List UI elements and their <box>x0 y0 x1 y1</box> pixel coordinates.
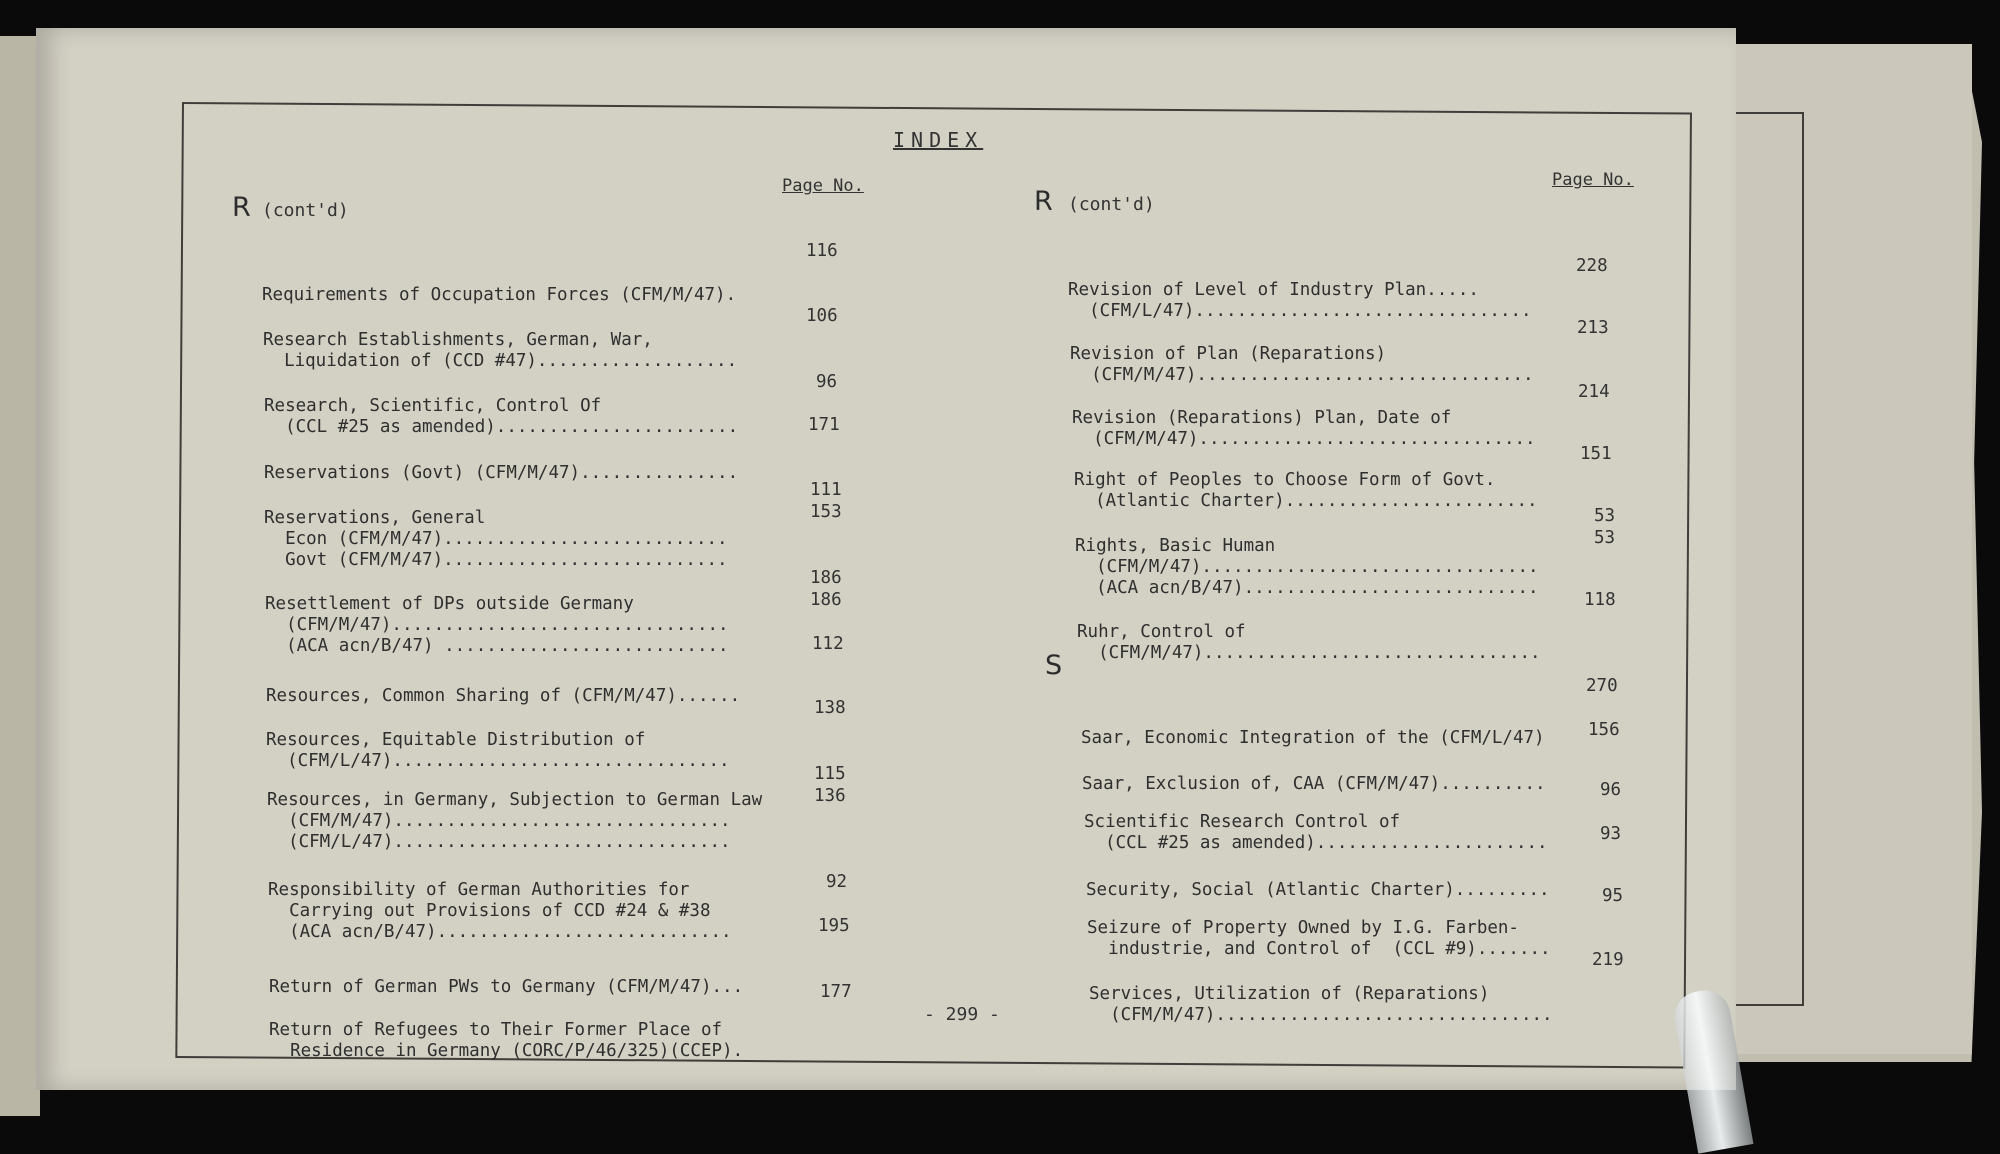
entry-page-number: 171 <box>808 415 840 435</box>
index-entry: Seizure of Property Owned by I.G. Farben- industrie, and Control of (CCL #9)....... <box>1087 918 1551 959</box>
index-entry: Requirements of Occupation Forces (CFM/M/47). <box>262 285 737 305</box>
right-page-no-header: Page No. <box>1552 170 1634 190</box>
index-entry: Revision of Plan (Reparations) (CFM/M/47)................................ <box>1070 344 1534 385</box>
index-entry: Reservations, General Econ (CFM/M/47)........................... Govt (CFM/M/47)........................... <box>264 508 728 570</box>
entry-page-number: 153 <box>810 502 842 522</box>
index-entry: Revision (Reparations) Plan, Date of (CFM/M/47)................................ <box>1072 408 1536 449</box>
entry-page-number: 214 <box>1578 382 1610 402</box>
entry-page-number: 138 <box>814 698 846 718</box>
entry-page-number: 186 <box>810 590 842 610</box>
index-entry: Services, Utilization of (Reparations) (CFM/M/47)................................ <box>1089 984 1553 1025</box>
entry-page-number: 151 <box>1580 444 1612 464</box>
entry-page-number: 195 <box>818 916 850 936</box>
index-entry: Saar, Economic Integration of the (CFM/L/47) <box>1081 728 1545 748</box>
entry-page-number: 118 <box>1584 590 1616 610</box>
index-entry: Scientific Research Control of (CCL #25 as amended)...................... <box>1084 812 1548 853</box>
entry-page-number: 156 <box>1588 720 1620 740</box>
index-entry: Return of German PWs to Germany (CFM/M/47)... <box>269 977 744 997</box>
underlying-page-frame <box>1736 112 1804 1006</box>
index-entry: Security, Social (Atlantic Charter)......... <box>1086 880 1550 900</box>
index-entry: Resources, Equitable Distribution of (CFM/L/47)................................ <box>266 730 730 771</box>
entry-page-number: 96 <box>1600 780 1622 800</box>
entry-page-number: 53 <box>1594 506 1616 526</box>
left-page-no-header: Page No. <box>782 176 864 196</box>
facing-page-edge <box>0 36 40 1116</box>
right-section-letter: R <box>1034 186 1053 217</box>
entry-page-number: 219 <box>1592 950 1624 970</box>
index-entry: Ruhr, Control of (CFM/M/47)................................ <box>1077 622 1541 663</box>
entry-page-number: 53 <box>1594 528 1616 548</box>
entry-page-number: 228 <box>1576 256 1608 276</box>
entry-page-number: 213 <box>1577 318 1609 338</box>
index-entry: Rights, Basic Human (CFM/M/47)................................ (ACA acn/B/47)............................ <box>1075 536 1539 598</box>
entry-page-number: 115 <box>814 764 846 784</box>
entry-page-number: 92 <box>826 872 848 892</box>
entry-page-number: 136 <box>814 786 846 806</box>
entry-page-number: 177 <box>820 982 852 1002</box>
entry-page-number: 96 <box>816 372 838 392</box>
index-entry: Saar, Exclusion of, CAA (CFM/M/47).......... <box>1082 774 1546 794</box>
right-contd-label: (cont'd) <box>1068 194 1155 215</box>
entry-page-number: 111 <box>810 480 842 500</box>
index-title: INDEX <box>893 128 984 152</box>
index-entry: Resources, Common Sharing of (CFM/M/47)...... <box>266 686 741 706</box>
entry-page-number: 112 <box>812 634 844 654</box>
index-entry: Responsibility of German Authorities for Carrying out Provisions of CCD #24 & #38 (ACA acn/B/47)............................ <box>268 880 732 942</box>
entry-page-number: 116 <box>806 241 838 261</box>
entry-page-number: 186 <box>810 568 842 588</box>
section-letter-s: S <box>1045 650 1063 681</box>
left-section-letter: R <box>232 192 251 223</box>
entry-page-number: 93 <box>1600 824 1622 844</box>
index-entry: Resettlement of DPs outside Germany (CFM/M/47)................................ (ACA acn/B/47) ........................... <box>265 594 729 656</box>
left-contd-label: (cont'd) <box>262 200 349 221</box>
entry-page-number: 270 <box>1586 676 1618 696</box>
entry-page-number: 106 <box>806 306 838 326</box>
page-folio-number: - 299 - <box>924 1004 1000 1025</box>
index-entry: Research, Scientific, Control Of (CCL #25 as amended)....................... <box>264 396 739 437</box>
index-entry: Reservations (Govt) (CFM/M/47)............... <box>264 463 739 483</box>
index-entry: Revision of Level of Industry Plan..... (CFM/L/47)................................ <box>1068 280 1532 321</box>
index-entry: Right of Peoples to Choose Form of Govt. (Atlantic Charter)........................ <box>1074 470 1538 511</box>
index-entry: Resources, in Germany, Subjection to German Law (CFM/M/47)................................ (CFM/L/47)................................ <box>267 790 763 852</box>
index-entry: Return of Refugees to Their Former Place of Residence in Germany (CORC/P/46/325)(CCEP). <box>269 1020 744 1061</box>
index-entry: Research Establishments, German, War, Liquidation of (CCD #47)................... <box>263 330 738 371</box>
entry-page-number: 95 <box>1602 886 1624 906</box>
